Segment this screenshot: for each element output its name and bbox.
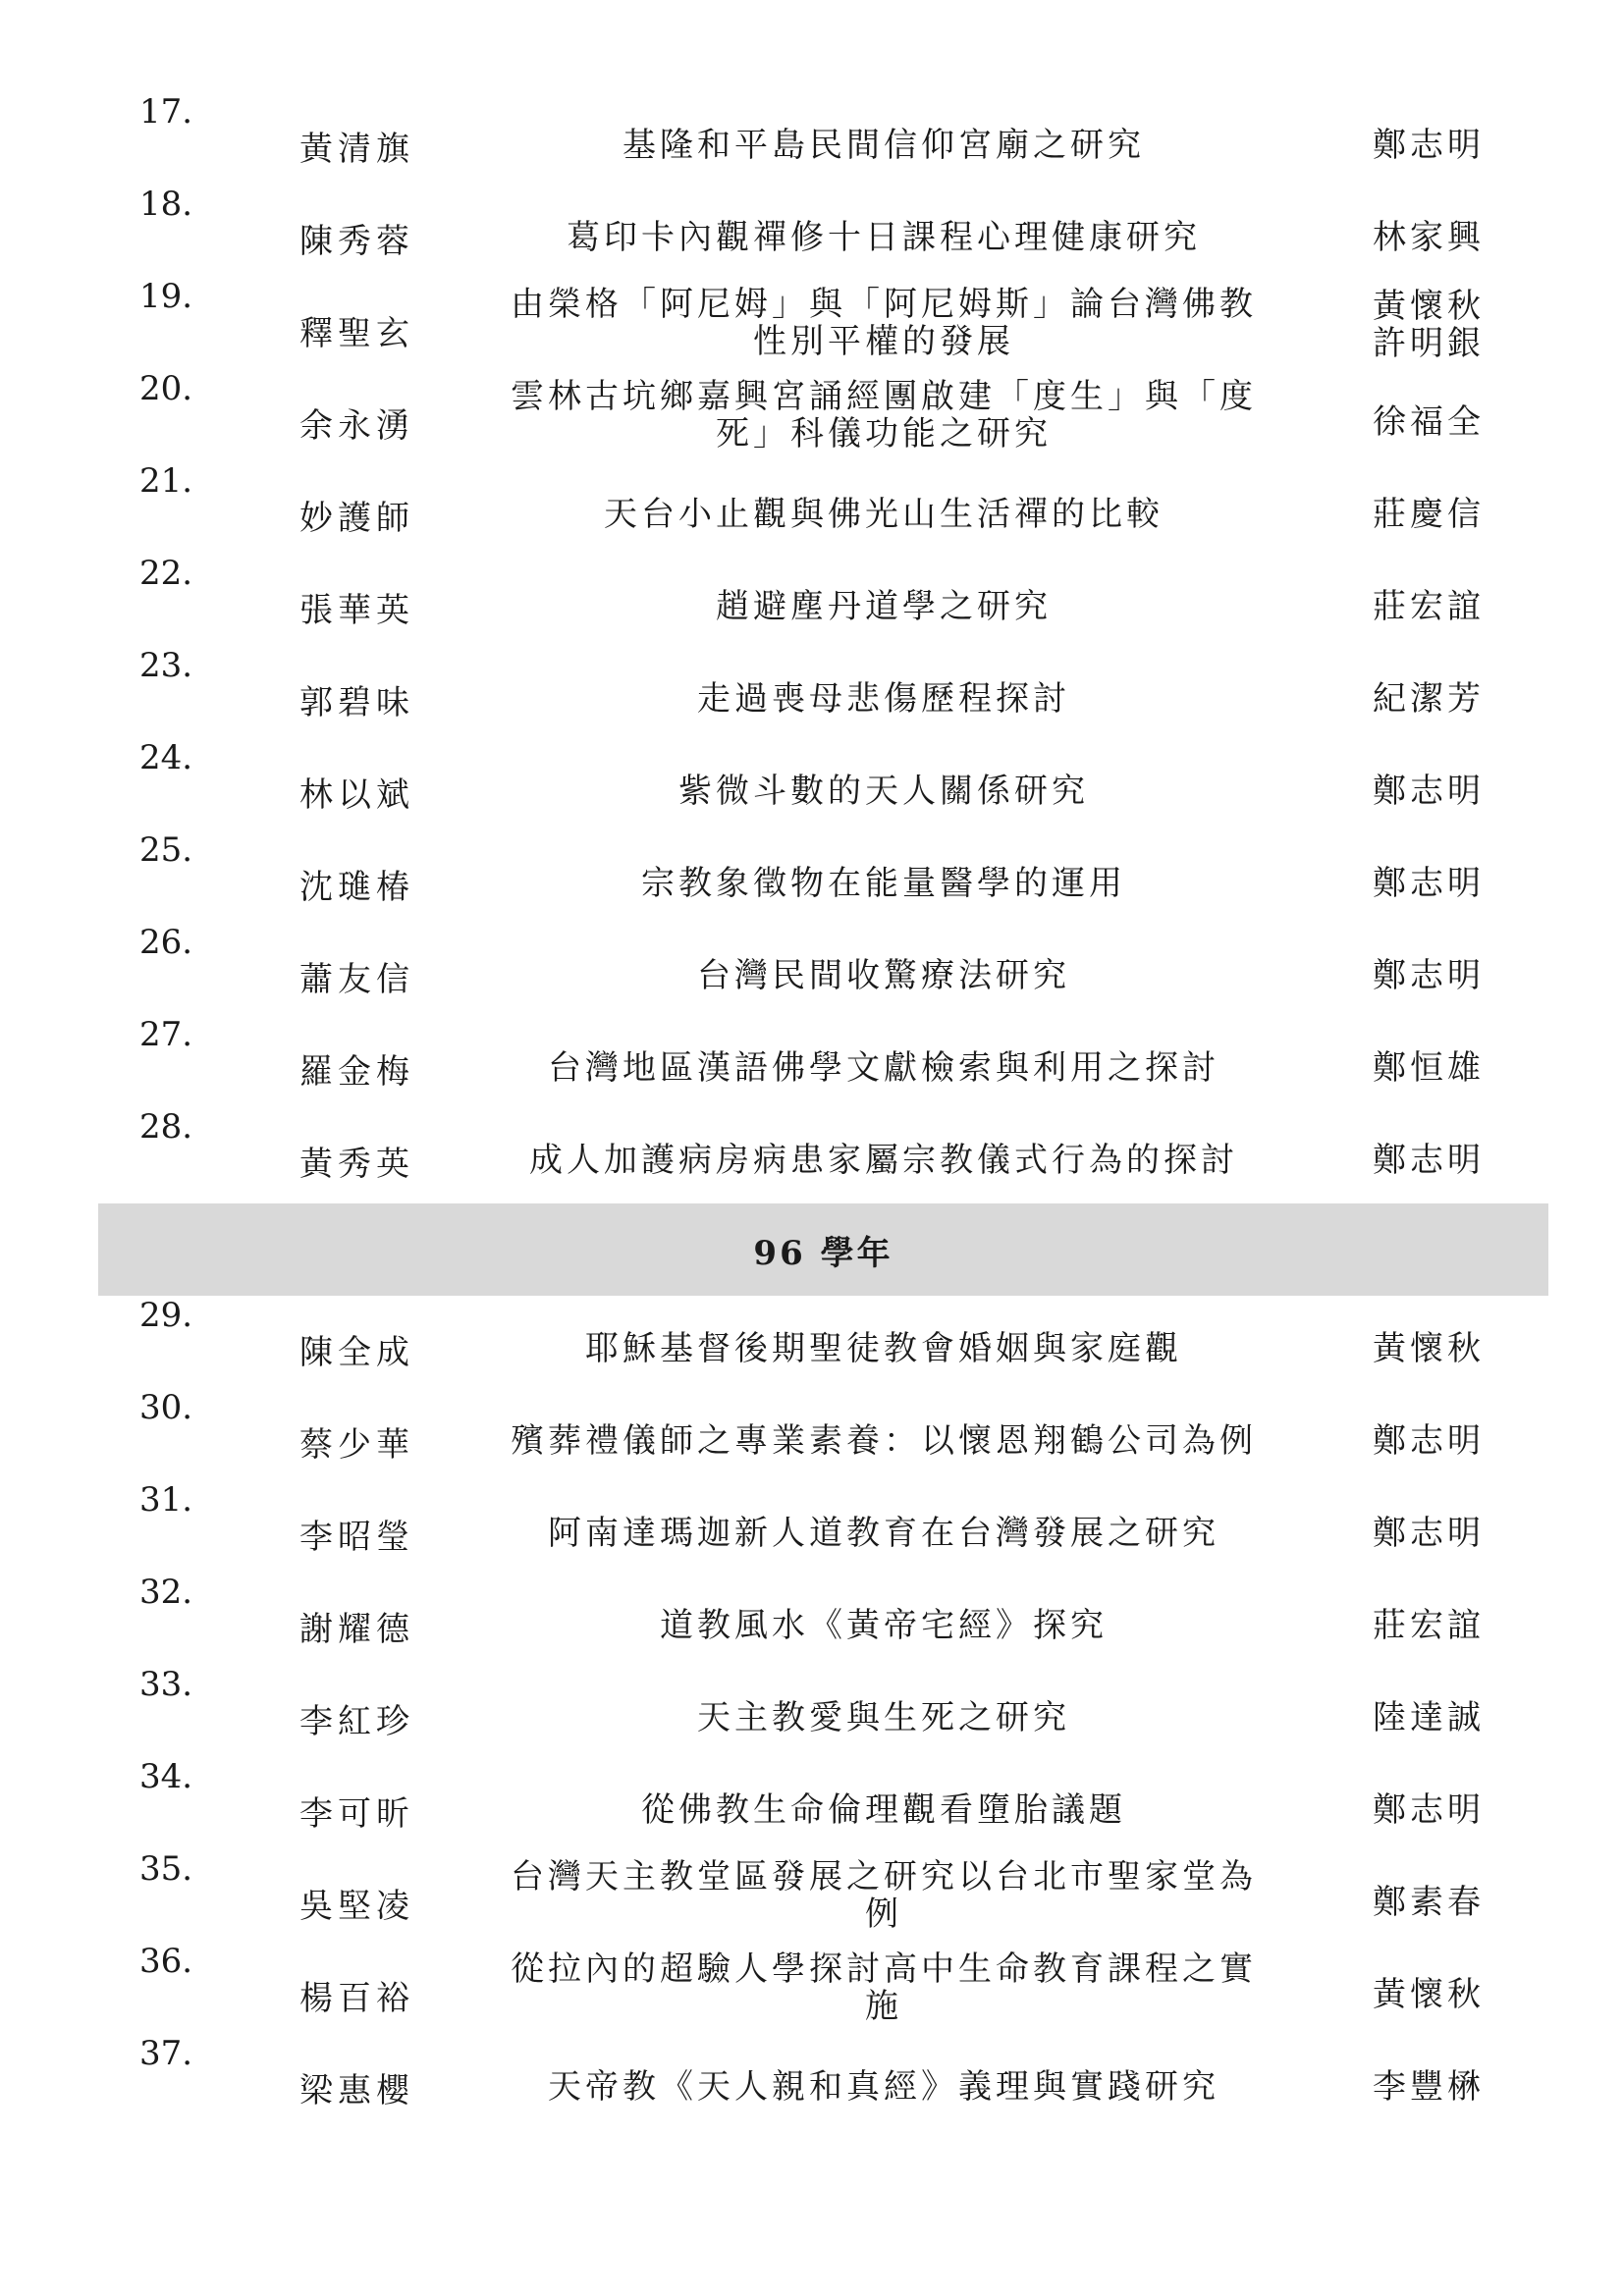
thesis-title — [461, 2034, 1306, 2126]
advisor-names — [1360, 1107, 1497, 1200]
advisor-names — [1360, 2034, 1497, 2126]
advisor-names — [1360, 923, 1497, 1015]
thesis-title-line: 死」科儀功能之研究 — [716, 414, 1052, 454]
advisor-name: 莊宏誼 — [1373, 1606, 1485, 1645]
thesis-title-line: 天帝教《天人親和真經》義理與實踐研究 — [548, 2067, 1219, 2107]
academic-year-label: 96 學年 — [753, 1233, 893, 1273]
advisor-names — [1360, 554, 1497, 646]
thesis-title — [461, 277, 1306, 369]
thesis-title — [461, 1665, 1306, 1757]
thesis-title-line: 台灣地區漢語佛學文獻檢索與利用之探討 — [548, 1048, 1219, 1088]
row-number: 19. — [139, 277, 193, 316]
advisor-names — [1360, 1388, 1497, 1480]
row-number: 34. — [139, 1757, 193, 1796]
thesis-title — [461, 1480, 1306, 1573]
advisor-name: 林家興 — [1373, 218, 1485, 257]
student-name: 羅金梅 — [299, 1051, 414, 1092]
row-number: 17. — [139, 92, 193, 132]
thesis-title-line: 施 — [865, 1987, 902, 2026]
advisor-name: 莊慶信 — [1373, 495, 1485, 534]
student-name: 楊百裕 — [299, 1978, 414, 2018]
advisor-names — [1360, 646, 1497, 738]
thesis-row — [0, 1757, 1624, 1849]
thesis-title-line: 殯葬禮儀師之專業素養：以懷恩翔鶴公司為例 — [511, 1421, 1257, 1461]
thesis-title — [461, 554, 1306, 646]
thesis-title — [461, 646, 1306, 738]
row-number: 37. — [139, 2034, 193, 2073]
thesis-row — [0, 1665, 1624, 1757]
advisor-names — [1360, 369, 1497, 461]
thesis-row — [0, 1015, 1624, 1107]
student-name: 吳堅凌 — [299, 1886, 414, 1926]
thesis-title-line: 阿南達瑪迦新人道教育在台灣發展之研究 — [548, 1514, 1219, 1553]
advisor-name: 鄭志明 — [1373, 1141, 1485, 1180]
row-number: 31. — [139, 1480, 193, 1520]
advisor-name: 莊宏誼 — [1373, 587, 1485, 626]
advisor-name: 鄭志明 — [1373, 956, 1485, 995]
thesis-row — [0, 923, 1624, 1015]
thesis-title — [461, 923, 1306, 1015]
student-name: 蕭友信 — [299, 959, 414, 999]
academic-year-header — [98, 1203, 1548, 1296]
advisor-names — [1360, 738, 1497, 830]
student-name: 李可昕 — [299, 1793, 414, 1834]
advisor-name: 徐福全 — [1373, 402, 1485, 442]
row-number: 18. — [139, 185, 193, 224]
advisor-name: 鄭志明 — [1373, 126, 1485, 165]
student-name: 蔡少華 — [299, 1424, 414, 1465]
row-number: 23. — [139, 646, 193, 685]
thesis-title — [461, 1296, 1306, 1388]
advisor-names — [1360, 185, 1497, 277]
thesis-title — [461, 369, 1306, 461]
thesis-row — [0, 1573, 1624, 1665]
advisor-name: 鄭素春 — [1373, 1883, 1485, 1922]
advisor-name: 鄭恒雄 — [1373, 1048, 1485, 1088]
row-number: 26. — [139, 923, 193, 962]
thesis-title-line: 性別平權的發展 — [753, 322, 1014, 361]
advisor-names — [1360, 1480, 1497, 1573]
thesis-title-line: 宗教象徵物在能量醫學的運用 — [641, 864, 1126, 903]
row-number: 22. — [139, 554, 193, 593]
thesis-title-line: 趙避塵丹道學之研究 — [716, 587, 1052, 626]
thesis-title-line: 天台小止觀與佛光山生活禪的比較 — [604, 495, 1164, 534]
row-number: 33. — [139, 1665, 193, 1704]
thesis-title — [461, 1849, 1306, 1942]
row-number: 28. — [139, 1107, 193, 1147]
thesis-title — [461, 1388, 1306, 1480]
student-name: 黃秀英 — [299, 1144, 414, 1184]
thesis-title-line: 紫微斗數的天人關係研究 — [678, 772, 1089, 811]
thesis-title-line: 走過喪母悲傷歷程探討 — [697, 679, 1070, 719]
advisor-names — [1360, 461, 1497, 554]
student-name: 林以斌 — [299, 774, 414, 815]
thesis-title-line: 從拉內的超驗人學探討高中生命教育課程之實 — [511, 1949, 1257, 1989]
thesis-row — [0, 92, 1624, 185]
student-name: 謝耀德 — [299, 1609, 414, 1649]
student-name: 陳全成 — [299, 1332, 414, 1372]
student-name: 釋聖玄 — [299, 313, 414, 353]
advisor-names — [1360, 1757, 1497, 1849]
thesis-row — [0, 1107, 1624, 1200]
row-number: 20. — [139, 369, 193, 408]
thesis-row — [0, 830, 1624, 923]
advisor-names — [1360, 1849, 1497, 1942]
student-name: 余永湧 — [299, 405, 414, 446]
thesis-title-line: 基隆和平島民間信仰宮廟之研究 — [623, 126, 1145, 165]
row-number: 27. — [139, 1015, 193, 1054]
student-name: 張華英 — [299, 590, 414, 630]
thesis-row — [0, 646, 1624, 738]
thesis-title — [461, 1573, 1306, 1665]
row-number: 35. — [139, 1849, 193, 1889]
advisor-names — [1360, 1665, 1497, 1757]
advisor-name: 黃懷秋 — [1373, 287, 1485, 326]
advisor-names — [1360, 277, 1497, 369]
thesis-row — [0, 1480, 1624, 1573]
thesis-title-line: 從佛教生命倫理觀看墮胎議題 — [641, 1790, 1126, 1830]
thesis-title — [461, 1107, 1306, 1200]
row-number: 21. — [139, 461, 193, 501]
thesis-title — [461, 1757, 1306, 1849]
thesis-row — [0, 1849, 1624, 1942]
thesis-title — [461, 1015, 1306, 1107]
thesis-title-line: 台灣天主教堂區發展之研究以台北市聖家堂為 — [511, 1857, 1257, 1896]
thesis-row — [0, 277, 1624, 369]
thesis-list-section-96 — [0, 1296, 1624, 2126]
thesis-title-line: 耶穌基督後期聖徒教會婚姻與家庭觀 — [585, 1329, 1182, 1368]
advisor-name: 李豐楙 — [1373, 2067, 1485, 2107]
student-name: 妙護師 — [299, 498, 414, 538]
advisor-names — [1360, 1296, 1497, 1388]
thesis-title — [461, 830, 1306, 923]
row-number: 30. — [139, 1388, 193, 1427]
advisor-names — [1360, 1573, 1497, 1665]
student-name: 黃清旗 — [299, 129, 414, 169]
thesis-title-line: 例 — [865, 1895, 902, 1934]
thesis-row — [0, 738, 1624, 830]
row-number: 24. — [139, 738, 193, 777]
student-name: 沈璡椿 — [299, 867, 414, 907]
thesis-title — [461, 185, 1306, 277]
thesis-title-line: 道教風水《黃帝宅經》探究 — [660, 1606, 1108, 1645]
advisor-name: 鄭志明 — [1373, 772, 1485, 811]
thesis-row — [0, 369, 1624, 461]
row-number: 36. — [139, 1942, 193, 1981]
thesis-row — [0, 2034, 1624, 2126]
thesis-title-line: 由榮格「阿尼姆」與「阿尼姆斯」論台灣佛教 — [511, 285, 1257, 324]
thesis-title-line: 台灣民間收驚療法研究 — [697, 956, 1070, 995]
thesis-title — [461, 1942, 1306, 2034]
thesis-row — [0, 1388, 1624, 1480]
thesis-list-section-95 — [0, 92, 1624, 1200]
advisor-names — [1360, 1015, 1497, 1107]
thesis-title-line: 天主教愛與生死之研究 — [697, 1698, 1070, 1737]
advisor-name: 鄭志明 — [1373, 1514, 1485, 1553]
thesis-title — [461, 738, 1306, 830]
row-number: 32. — [139, 1573, 193, 1612]
advisor-name: 鄭志明 — [1373, 1421, 1485, 1461]
advisor-names — [1360, 92, 1497, 185]
thesis-title-line: 葛印卡內觀禪修十日課程心理健康研究 — [567, 218, 1201, 257]
advisor-names — [1360, 830, 1497, 923]
advisor-names — [1360, 1942, 1497, 2034]
thesis-title-line: 雲林古坑鄉嘉興宮誦經團啟建「度生」與「度 — [511, 377, 1257, 416]
thesis-row — [0, 1296, 1624, 1388]
advisor-name: 紀潔芳 — [1373, 679, 1485, 719]
advisor-name: 鄭志明 — [1373, 864, 1485, 903]
thesis-title — [461, 92, 1306, 185]
thesis-title — [461, 461, 1306, 554]
thesis-row — [0, 1942, 1624, 2034]
student-name: 陳秀蓉 — [299, 221, 414, 261]
advisor-name: 許明銀 — [1373, 324, 1485, 363]
student-name: 梁惠櫻 — [299, 2070, 414, 2110]
advisor-name: 黃懷秋 — [1373, 1329, 1485, 1368]
thesis-row — [0, 461, 1624, 554]
advisor-name: 陸達誠 — [1373, 1698, 1485, 1737]
thesis-title-line: 成人加護病房病患家屬宗教儀式行為的探討 — [529, 1141, 1238, 1180]
student-name: 李昭瑩 — [299, 1517, 414, 1557]
student-name: 李紅珍 — [299, 1701, 414, 1741]
advisor-name: 黃懷秋 — [1373, 1975, 1485, 2014]
row-number: 29. — [139, 1296, 193, 1335]
thesis-row — [0, 554, 1624, 646]
advisor-name: 鄭志明 — [1373, 1790, 1485, 1830]
thesis-row — [0, 185, 1624, 277]
row-number: 25. — [139, 830, 193, 870]
student-name: 郭碧味 — [299, 682, 414, 722]
